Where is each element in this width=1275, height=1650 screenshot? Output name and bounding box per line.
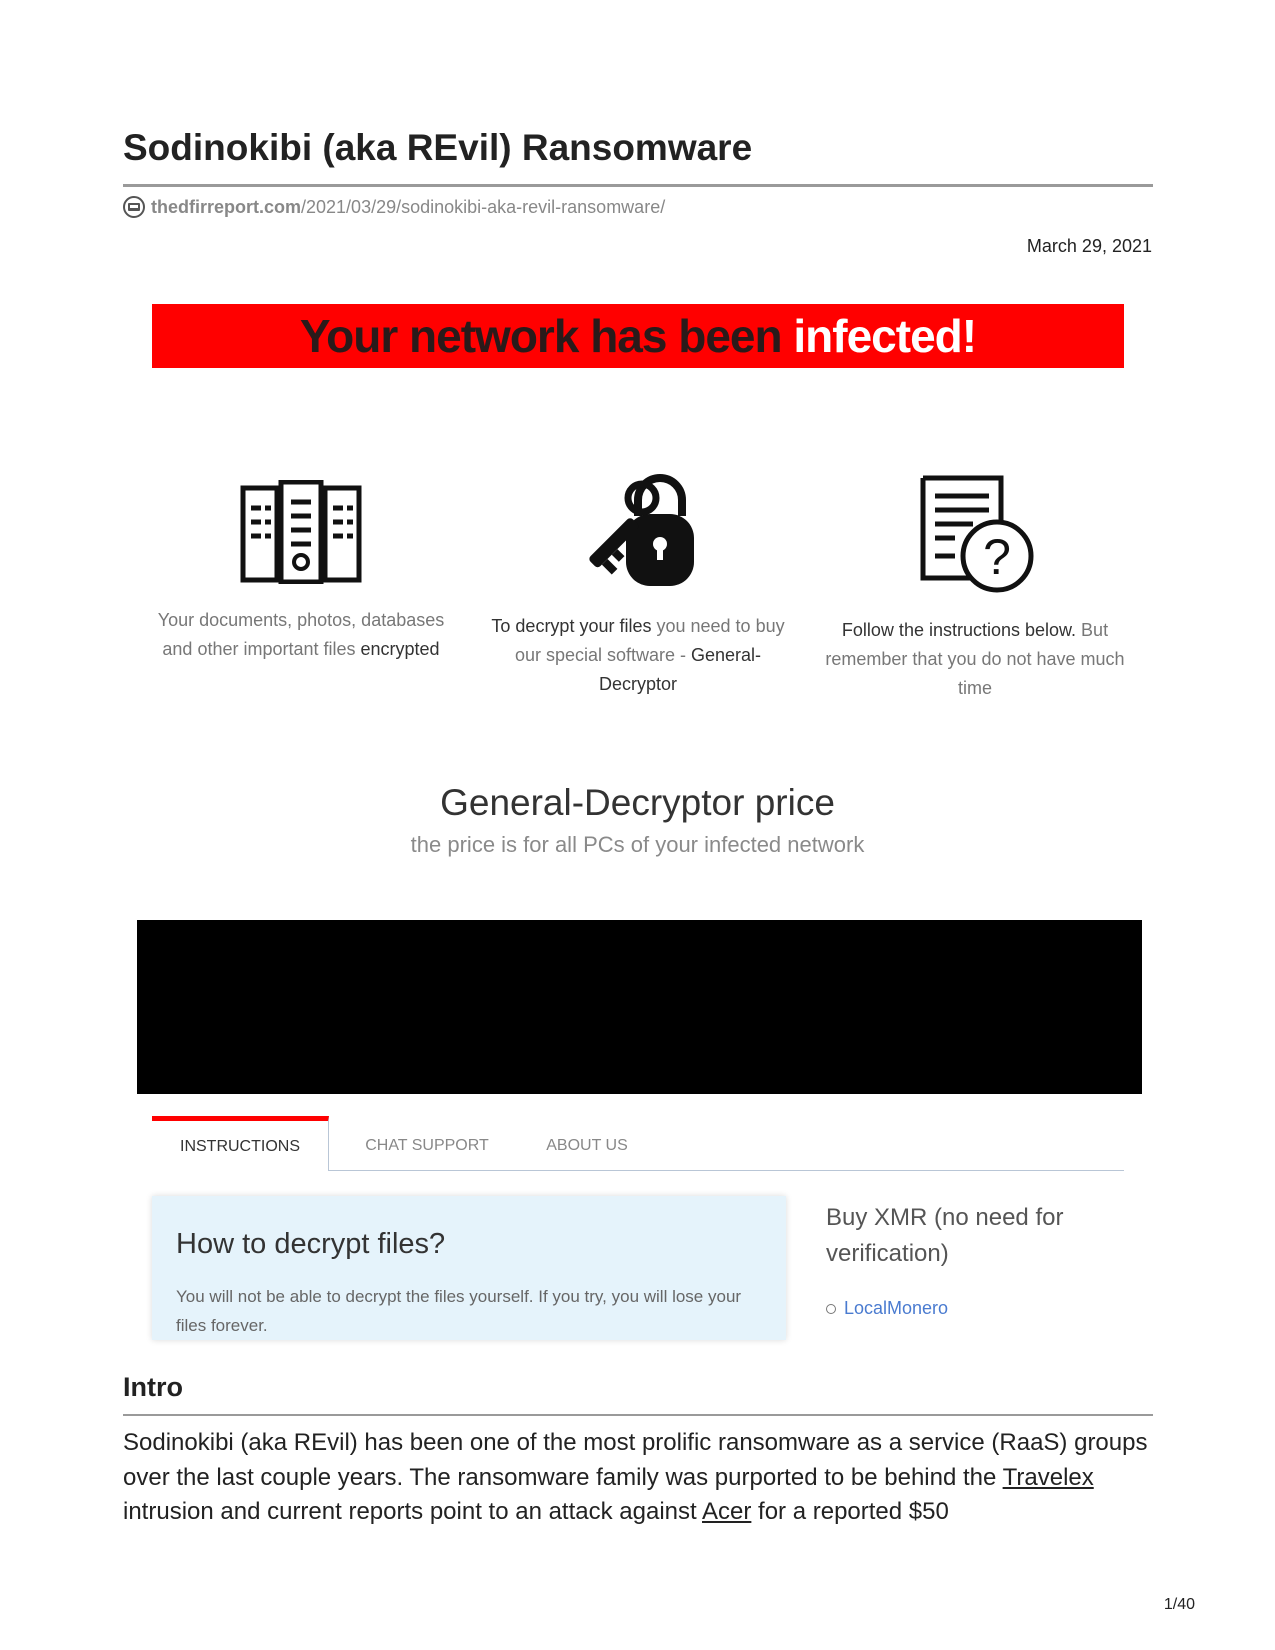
buy-link-item[interactable] — [826, 1298, 948, 1319]
redacted-block — [137, 920, 1142, 1094]
tab-about-us[interactable]: ABOUT US — [546, 1137, 628, 1154]
banner-text-light: infected! — [793, 310, 977, 362]
source-url[interactable] — [123, 196, 665, 218]
svg-text:?: ? — [983, 529, 1011, 585]
acer-link[interactable]: Acer — [702, 1498, 752, 1525]
price-subtitle: the price is for all PCs of your infected network — [410, 832, 865, 857]
banner-text-dark: Your network has been — [299, 310, 794, 362]
feature-text-instructions: Follow the instructions below. But remember that you do not have much time — [825, 620, 1125, 698]
tab-bar — [152, 1116, 1124, 1171]
file-cabinet-icon — [239, 480, 363, 584]
intro-divider — [123, 1414, 1153, 1416]
feature-instructions — [820, 480, 1130, 703]
feature-text-decrypt: To decrypt your files you need to buy our special software - General-Decryptor — [491, 616, 785, 694]
feature-decrypt — [483, 480, 793, 699]
site-logo-icon — [123, 196, 145, 218]
source-domain[interactable]: thedfirreport.com — [151, 196, 302, 217]
feature-encrypted — [146, 480, 456, 664]
page-title: Sodinokibi (aka REvil) Ransomware — [123, 127, 753, 168]
page-number: 1/40 — [1163, 1596, 1195, 1613]
intro-heading: Intro — [123, 1372, 183, 1402]
publish-date: March 29, 2021 — [1026, 236, 1152, 256]
intro-paragraph: Sodinokibi (aka REvil) has been one of the most prolific ransomware as a service (RaaS) groups over the last couple years. The ransomware family was purported to be behind the Travelex intrusion and current reports point to an attack against Acer for a reported $50 — [123, 1429, 1148, 1525]
buy-xmr-title: Buy XMR (no need for verification) — [826, 1204, 1064, 1267]
ransom-banner — [152, 304, 1124, 368]
howto-panel — [152, 1196, 786, 1340]
tab-instructions[interactable]: INSTRUCTIONS — [152, 1116, 329, 1171]
localmonero-link[interactable]: LocalMonero — [844, 1298, 949, 1318]
source-path[interactable]: /2021/03/29/sodinokibi-aka-revil-ransomware/ — [301, 196, 666, 217]
key-padlock-icon — [576, 472, 700, 590]
travelex-link[interactable]: Travelex — [1002, 1463, 1094, 1491]
document-question-icon — [913, 474, 1037, 594]
bullet-icon — [826, 1304, 836, 1314]
title-divider — [123, 184, 1153, 187]
howto-text: You will not be able to decrypt the files yourself. If you try, you will lose your files forever. — [176, 1287, 742, 1335]
tab-chat-support[interactable]: CHAT SUPPORT — [365, 1137, 489, 1154]
howto-title: How to decrypt files? — [176, 1228, 446, 1260]
feature-text-encrypted: Your documents, photos, databases and other important files encrypted — [157, 610, 445, 659]
price-title: General-Decryptor price — [440, 782, 835, 823]
